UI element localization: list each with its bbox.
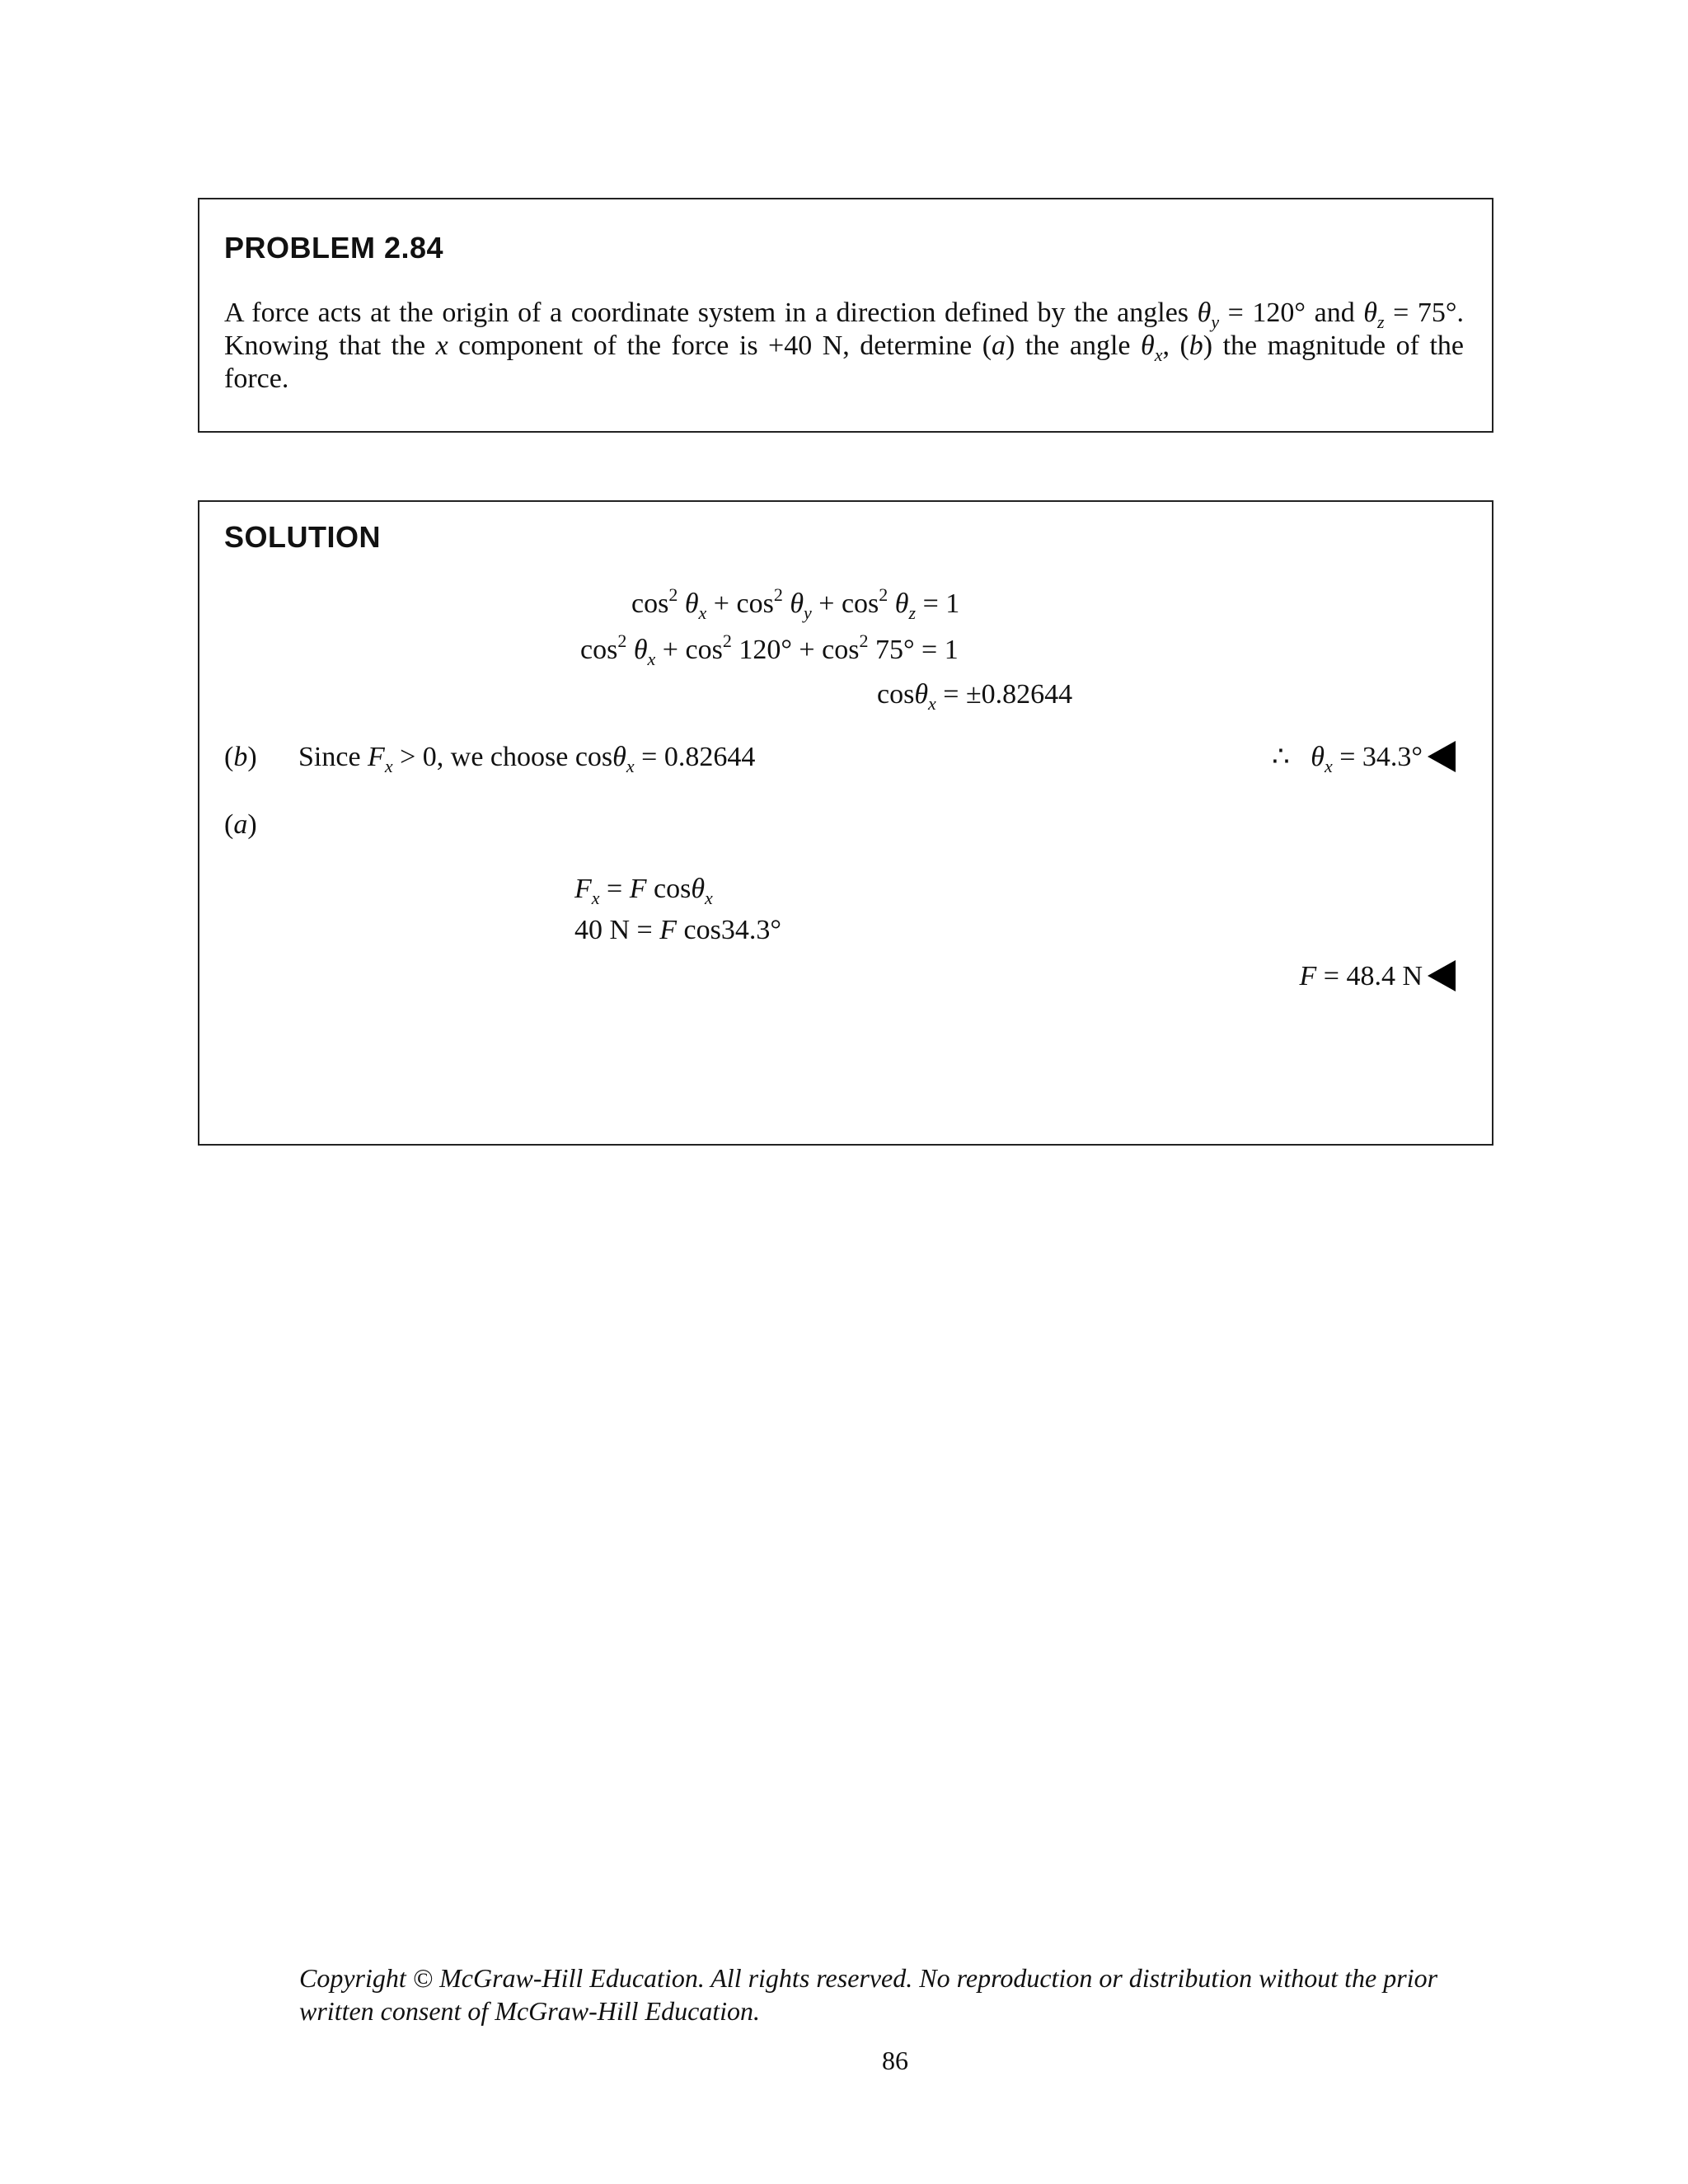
part-b-label: (b) — [224, 742, 257, 772]
equation-direction-cosines: $\cos^2 \theta_x + \cos^2 \theta_y + \cos^2 \theta_z = 1$ — [631, 584, 960, 623]
answer-arrow-icon — [1428, 960, 1456, 991]
answer-arrow-icon — [1428, 741, 1456, 772]
problem-statement: A force acts at the origin of a coordinate system in a direction defined by the angles $\theta_y = 120^\circ$ and $\theta_z = 75^\circ$. Knowing that the x component of the force is +40 N, determine (a) the angle $\theta_x$, (b) the magnitude of the force. — [224, 298, 1464, 394]
part-a-label: (a) — [224, 809, 257, 840]
part-b-answer: ∴ $\theta_x = 34.3^\circ$ — [1272, 741, 1456, 774]
equation-fx: $F_x = F$ cosθ$_x$ — [574, 874, 713, 908]
copyright-notice: Copyright © McGraw-Hill Education. All rights reserved. No reproduction or distribution without the prior written consent of McGraw-Hill Education. — [299, 1963, 1438, 2026]
page-number: 86 — [882, 2046, 908, 2075]
equation-cos-theta-x: cosθ$_x$ = ±0.82644 — [877, 679, 1073, 714]
equation-40n: 40 N = F cos34.3° — [574, 915, 781, 945]
solution-title: SOLUTION — [224, 520, 381, 554]
problem-title: PROBLEM 2.84 — [224, 231, 444, 265]
problem-box — [198, 198, 1493, 433]
equation-substituted: $\cos^2 \theta_x + \cos^2 120^\circ + \cos^2 75^\circ = 1$ — [580, 630, 959, 669]
part-a-answer: F = 48.4 N — [1299, 960, 1456, 993]
part-b-statement: Since $F_x > 0$, we choose cosθ$_x$ = 0.82644 — [298, 742, 756, 776]
solution-box — [198, 500, 1493, 1146]
